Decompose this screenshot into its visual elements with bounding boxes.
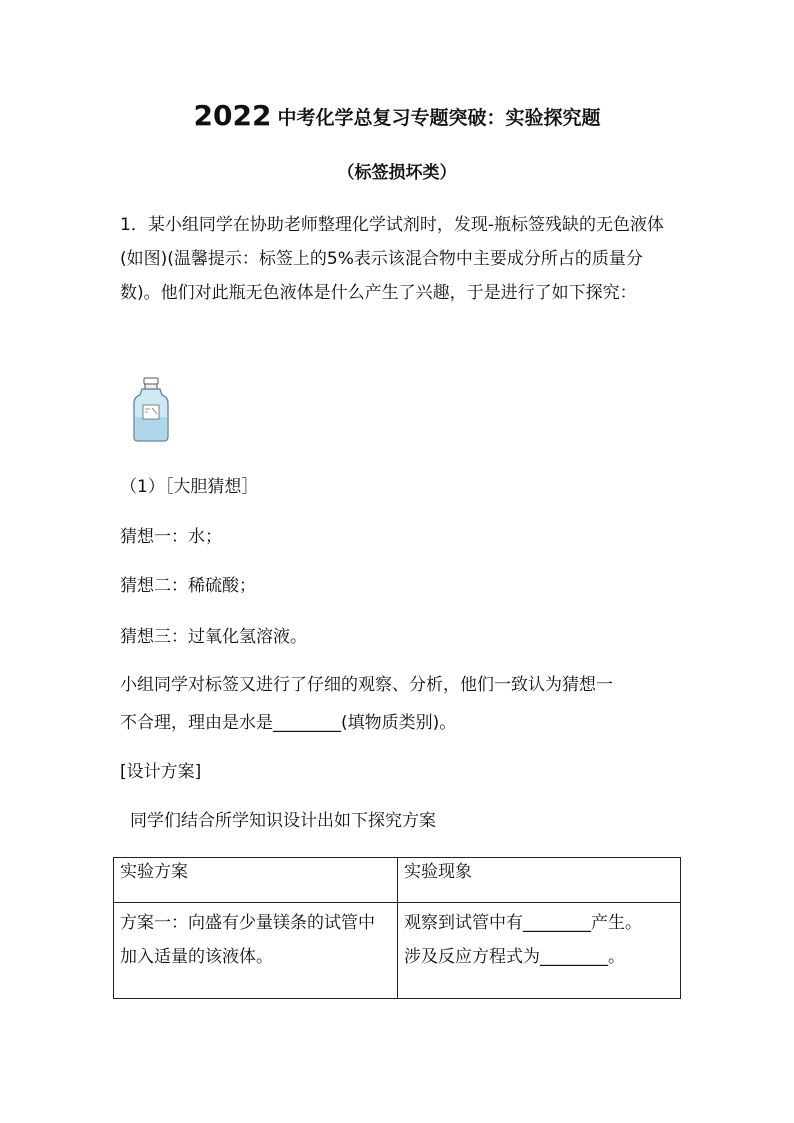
design-header: [设计方案] [120, 762, 202, 782]
experiment-table [113, 857, 681, 999]
observation-line-1: 观察到试管中有________产生。 [404, 913, 642, 933]
document-title [0, 98, 794, 136]
guess-2: 猜想二：稀硫酸； [120, 576, 256, 596]
title-year: 2022 [193, 99, 272, 132]
table-header-cell: 实验现象 [398, 858, 681, 903]
design-intro: 同学们结合所学知识设计出如下探究方案 [130, 811, 436, 831]
analysis-line-1: 小组同学对标签又进行了仔细的观察、分析，他们一致认为猜想一 [120, 675, 613, 695]
table-cell-plan: 方案一：向盛有少量镁条的试管中加入适量的该液体。 [114, 903, 398, 999]
document-subtitle: （标签损坏类） [337, 163, 457, 183]
guess-header: （1）［大胆猜想］ [120, 477, 259, 497]
guess-3: 猜想三：过氧化氢溶液。 [120, 627, 307, 647]
title-text: 中考化学总复习专题突破：实验探究题 [277, 107, 601, 129]
analysis-line-2: 不合理，理由是水是________(填物质类别)。 [120, 713, 457, 733]
table-header-cell: 实验方案 [114, 858, 398, 903]
guess-1: 猜想一：水； [120, 527, 222, 547]
observation-line-2: 涉及反应方程式为________。 [404, 947, 625, 967]
question-1-intro: 1．某小组同学在协助老师整理化学试剂时，发现-瓶标签残缺的无色液体(如图)(温馨提示：标签上的5%表示该混合物中主要成分所占的质量分数)。他们对此瓶无色液体是什么产生了兴趣，于是进行了如下探究： [120, 215, 664, 303]
table-row [114, 903, 681, 999]
table-header-row [114, 858, 681, 903]
table-cell-observation [398, 903, 681, 999]
reagent-bottle-icon [132, 377, 170, 443]
